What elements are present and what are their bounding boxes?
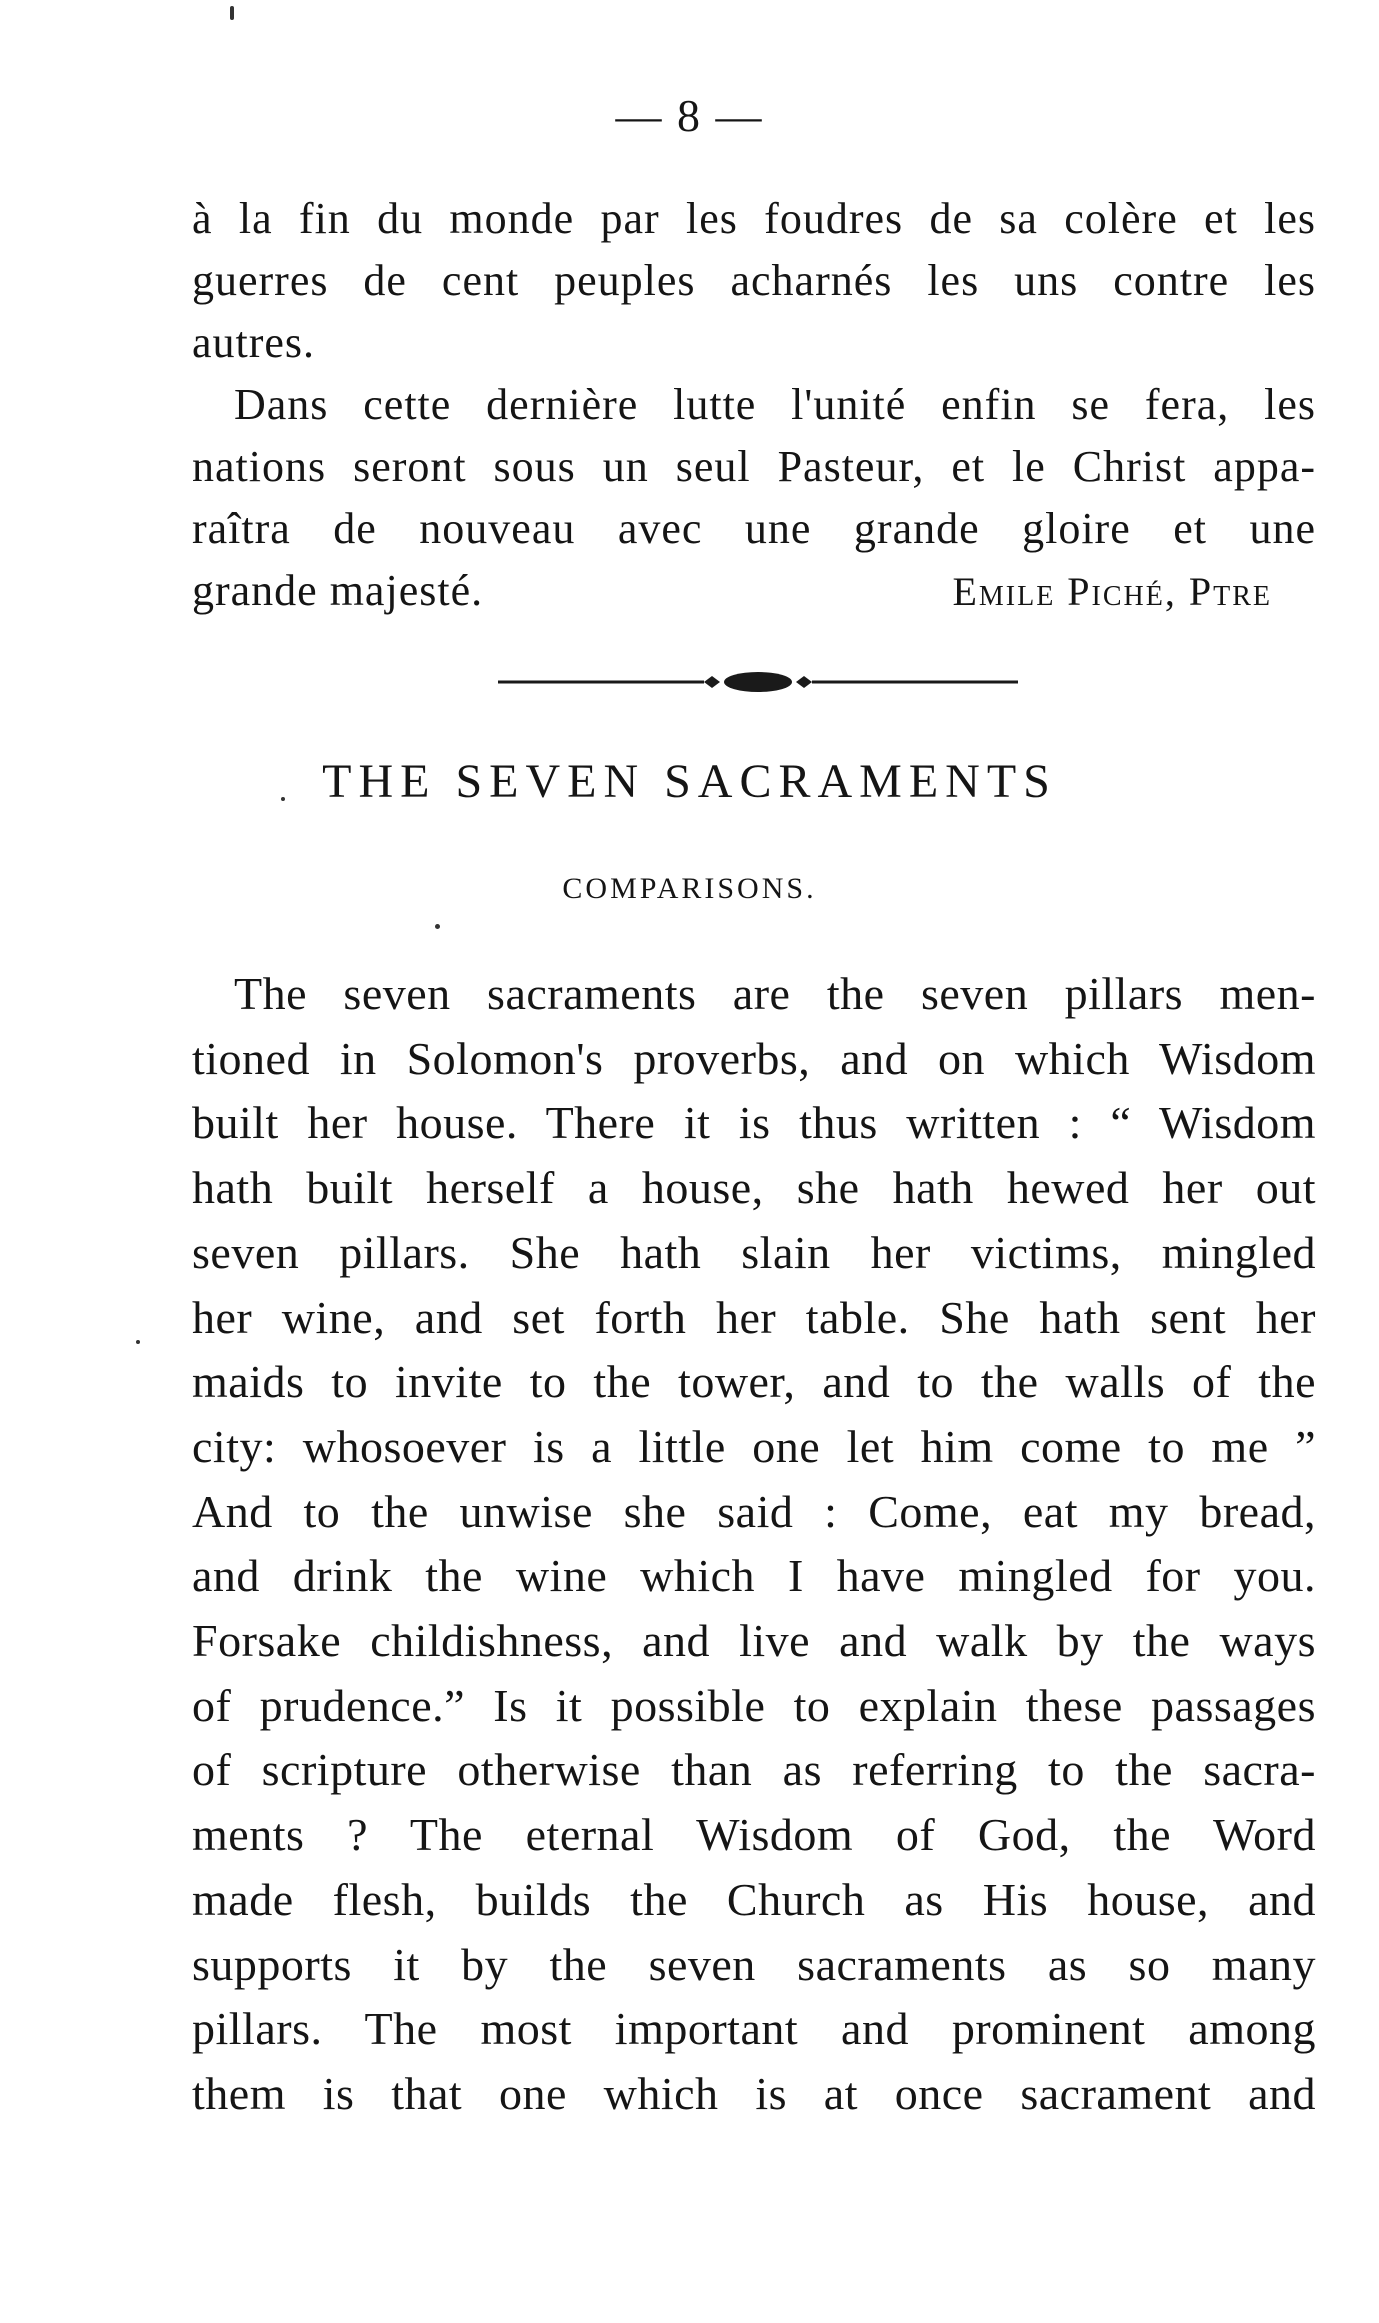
text-line: guerres de cent peuples acharnés les uns contre les [192,256,1316,305]
page-number: — 8 — [615,90,764,141]
text-line: and drink the wine which I have mingled for you. [192,1550,1316,1602]
text-line: ments ? The eternal Wisdom of God, the Word [192,1809,1316,1861]
author-signature: Emile Piché, Ptre [952,569,1272,614]
text-line: autres. [192,318,316,367]
text-line: pillars. The most important and prominent among [192,2003,1316,2055]
text-line: à la fin du monde par les foudres de sa colère et les [192,194,1316,243]
section-subheading: COMPARISONS. [562,872,817,905]
text-line: And to the unwise she said : Come, eat my bread, [192,1485,1316,1537]
text-line: tioned in Solomon's proverbs, and on which Wisdom [192,1032,1316,1084]
french-paragraph-1 [192,188,1316,374]
text-line: city: whosoever is a little one let him come to me ” [192,1420,1316,1472]
text-line: her wine, and set forth her table. She hath sent her [192,1291,1316,1343]
english-paragraph [192,962,1316,2127]
text-line: nations seront sous un seul Pasteur, et le Christ appa- [192,442,1316,491]
text-line: of prudence.” Is it possible to explain these passages [192,1679,1316,1731]
text-line: them is that one which is at once sacrament and [192,2067,1316,2119]
text-line: built her house. There it is thus written : “ Wisdom [192,1097,1316,1149]
text-line: of scripture otherwise than as referring to the sacra- [192,1744,1316,1796]
ink-speck [230,6,234,20]
ink-speck [136,1340,140,1344]
text-line: grande majesté. [192,566,484,615]
text-line: seven pillars. She hath slain her victims, mingled [192,1226,1316,1278]
section-divider-ornament [498,662,1018,702]
text-line: maids to invite to the tower, and to the walls of the [192,1356,1316,1408]
text-line: The seven sacraments are the seven pillars men- [234,968,1316,1019]
text-line: hath built herself a house, she hath hewed her out [192,1162,1316,1214]
text-line: made flesh, builds the Church as His house, and [192,1873,1316,1925]
text-line: Forsake childishness, and live and walk by the ways [192,1615,1316,1667]
section-heading: THE SEVEN SACRAMENTS [322,755,1057,808]
ink-speck [435,924,440,929]
text-line: supports it by the seven sacraments as so many [192,1938,1316,1990]
text-line: Dans cette dernière lutte l'unité enfin se fera, les [234,380,1316,429]
text-line: raîtra de nouveau avec une grande gloire et une [192,504,1316,553]
